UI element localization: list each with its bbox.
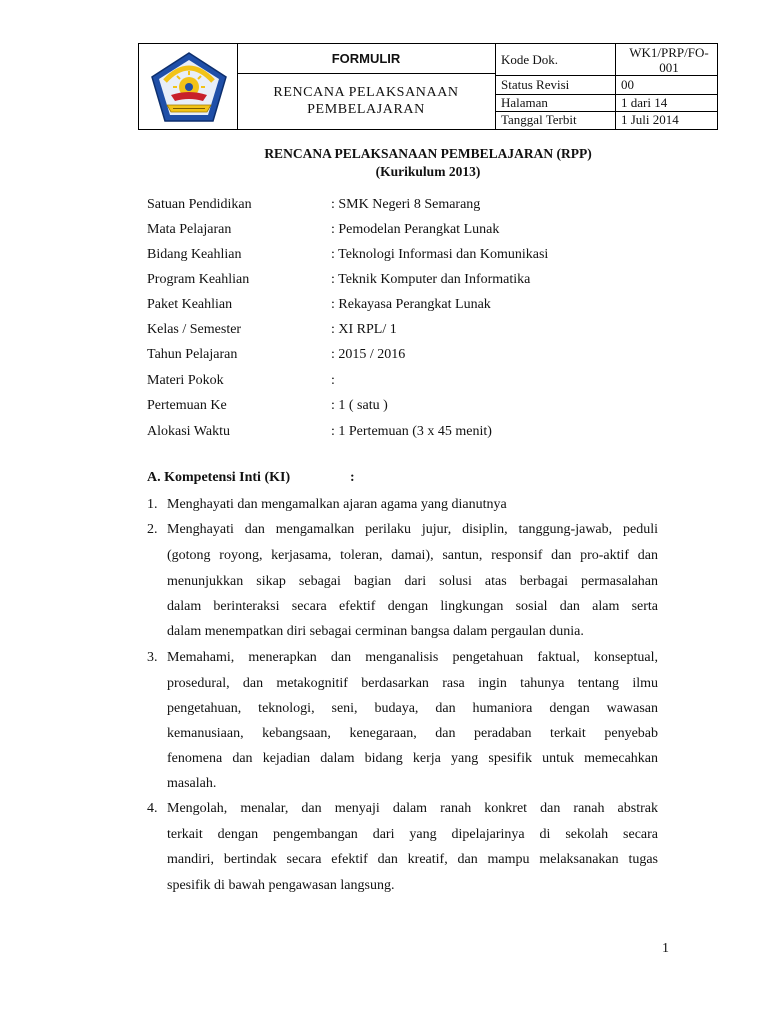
identity-value: : Pemodelan Perangkat Lunak [331,222,500,237]
identity-label: Bidang Keahlian [147,247,242,262]
list-item-line: dalam menempatkan diri sebagai cerminan bangsa dalam pergaulan dunia. [167,624,584,639]
list-item-line: kemanusiaan, kebangsaan, kenegaraan, dan peradaban terkait penyebab [167,726,658,741]
identity-row [147,347,707,367]
list-item-number: 2. [147,522,158,537]
document-title: RENCANA PELAKSANAAN PEMBELAJARAN (RPP) [264,146,592,161]
identity-label: Alokasi Waktu [147,424,230,439]
document-subtitle: (Kurikulum 2013) [375,164,481,179]
identity-label: Mata Pelajaran [147,222,232,237]
identity-value: : XI RPL/ 1 [331,322,397,337]
identity-label: Pertemuan Ke [147,398,227,413]
issue-date-value: 1 Juli 2014 [621,112,679,127]
form-title-line: PEMBELAJARAN [307,102,425,117]
list-item-line: Menghayati dan mengamalkan ajaran agama yang dianutnya [167,497,507,512]
table-divider [495,44,496,129]
identity-value: : Teknologi Informasi dan Komunikasi [331,247,549,262]
table-divider [615,44,616,129]
identity-label: Paket Keahlian [147,297,233,312]
identity-row [147,424,707,444]
list-item-line: spesifik di bawah pengawasan langsung. [167,878,395,893]
list-item-number: 1. [147,497,158,512]
issue-date-label: Tanggal Terbit [501,112,577,127]
identity-value: : 2015 / 2016 [331,347,406,362]
identity-value: : [331,373,335,388]
identity-label: Kelas / Semester [147,322,242,337]
revision-status-label: Status Revisi [501,77,570,92]
revision-status-value: 00 [621,77,634,92]
identity-value: : 1 Pertemuan (3 x 45 menit) [331,424,492,439]
identity-row [147,297,707,317]
identity-row [147,272,707,292]
list-item-line: menunjukkan sikap sebagai bagian dari solusi atas berbagai permasalahan [167,574,658,589]
page-value: 1 dari 14 [621,94,668,110]
identity-label: Program Keahlian [147,272,250,287]
identity-row [147,247,707,267]
list-item-line: dalam berinteraksi secara efektif dengan lingkungan sosial dan alam serta [167,599,658,614]
page-label: Halaman [501,94,548,110]
list-item-line: (gotong royong, kerjasama, toleran, damai), santun, responsif dan pro-aktif dan [167,548,658,563]
doc-code-value [617,44,717,75]
section-heading-colon: : [350,470,355,485]
document-header-table [138,43,718,130]
doc-code-line: WK1/PRP/FO- [629,44,709,60]
list-item-line: masalah. [167,776,217,791]
form-title [238,73,494,129]
list-item-line: Menghayati dan mengamalkan perilaku jujur, disiplin, tanggung-jawab, peduli [167,522,658,537]
page-number: 1 [662,941,669,956]
identity-label: Materi Pokok [147,373,224,388]
identity-row [147,322,707,342]
form-label: FORMULIR [331,51,401,66]
doc-code-label: Kode Dok. [501,51,559,67]
identity-label: Tahun Pelajaran [147,347,238,362]
list-item-line: fenomena dan kejadian dalam bidang kerja yang spesifik untuk memecahkan [167,751,658,766]
identity-row [147,222,707,242]
list-item-number: 3. [147,650,158,665]
identity-value: : Teknik Komputer dan Informatika [331,272,531,287]
identity-value: : 1 ( satu ) [331,398,388,413]
list-item-line: mandiri, bertindak secara efektif dan kreatif, dan mampu melaksanakan tugas [167,852,658,867]
form-title-line: RENCANA PELAKSANAAN [273,85,459,100]
list-item-line: prosedural, dan metakognitif berdasarkan rasa ingin tahunya tentang ilmu [167,676,658,691]
school-emblem-icon [149,51,229,123]
list-item-line: Mengolah, menalar, dan menyaji dalam ranah konkret dan ranah abstrak [167,801,658,816]
identity-row [147,398,707,418]
identity-label: Satuan Pendidikan [147,197,252,212]
identity-value: : Rekayasa Perangkat Lunak [331,297,491,312]
school-logo [139,44,238,129]
list-item-number: 4. [147,801,158,816]
list-item-line: pengetahuan, teknologi, seni, budaya, dan humaniora dengan wawasan [167,701,658,716]
identity-row [147,373,707,393]
section-heading: A. Kompetensi Inti (KI) [147,470,291,485]
list-item-line: Memahami, menerapkan dan menganalisis pengetahuan faktual, konseptual, [167,650,658,665]
list-item-line: terkait dengan pengembangan dari yang dipelajarinya di sekolah secara [167,827,658,842]
doc-code-line: 001 [659,59,679,75]
identity-row [147,197,707,217]
identity-value: : SMK Negeri 8 Semarang [331,197,481,212]
